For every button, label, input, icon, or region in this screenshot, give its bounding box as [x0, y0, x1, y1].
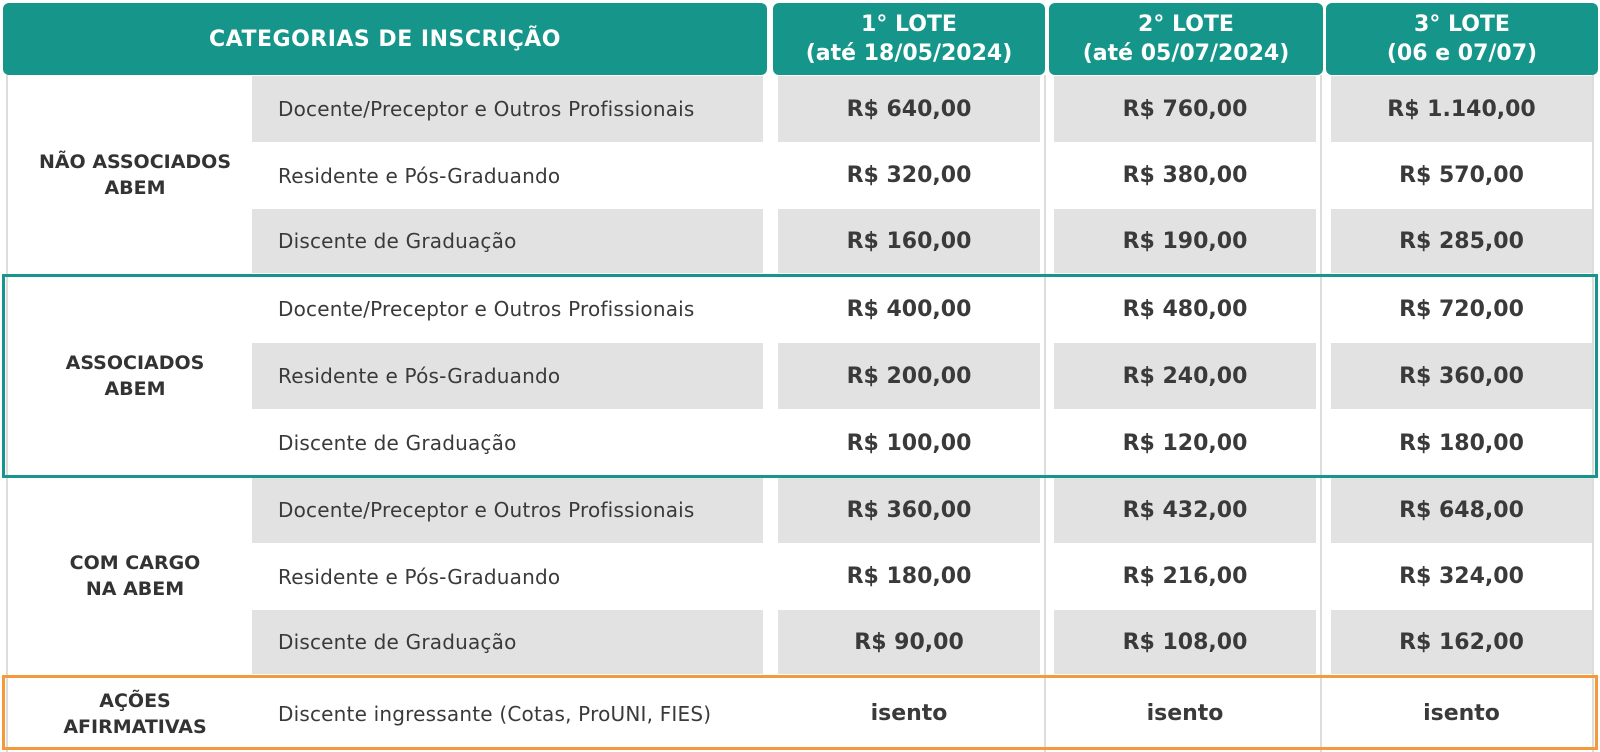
lot-3-date: (06 e 07/07) [1386, 41, 1538, 66]
price-cell-lot-1: isento [778, 677, 1040, 750]
group-label-line: ASSOCIADOS [65, 352, 205, 374]
group-label-line: COM CARGO [69, 552, 201, 574]
price-cell-lot-1: R$ 640,00 [778, 76, 1040, 142]
price-cell-lot-3: R$ 180,00 [1331, 410, 1592, 476]
group-label [6, 276, 264, 476]
row-category: Discente de Graduação [252, 610, 763, 674]
row-category: Docente/Preceptor e Outros Profissionais [252, 477, 763, 543]
group-label-line: ABEM [104, 378, 166, 400]
price-cell-lot-2: R$ 380,00 [1054, 143, 1316, 208]
group-label-line: NA ABEM [85, 578, 185, 600]
price-cell-lot-1: R$ 360,00 [778, 477, 1040, 543]
row-category: Docente/Preceptor e Outros Profissionais [252, 276, 763, 342]
price-cell-lot-2: R$ 216,00 [1054, 544, 1316, 609]
row-category: Discente de Graduação [252, 410, 763, 476]
price-cell-lot-1: R$ 320,00 [778, 143, 1040, 208]
lot-2-date: (até 05/07/2024) [1082, 41, 1290, 66]
price-cell-lot-1: R$ 180,00 [778, 544, 1040, 609]
price-cell-lot-3: R$ 324,00 [1331, 544, 1592, 609]
header-lot-1 [773, 3, 1045, 75]
lot-1-date: (até 18/05/2024) [805, 41, 1013, 66]
group-label [6, 477, 264, 675]
price-cell-lot-2: isento [1054, 677, 1316, 750]
row-category: Residente e Pós-Graduando [252, 143, 763, 208]
price-cell-lot-1: R$ 90,00 [778, 610, 1040, 674]
group-label-line: NÃO ASSOCIADOS [38, 151, 232, 173]
row-category: Docente/Preceptor e Outros Profissionais [252, 76, 763, 142]
price-cell-lot-3: R$ 360,00 [1331, 343, 1592, 409]
price-cell-lot-1: R$ 100,00 [778, 410, 1040, 476]
price-cell-lot-3: R$ 1.140,00 [1331, 76, 1592, 142]
price-cell-lot-2: R$ 480,00 [1054, 276, 1316, 342]
header-lot-2 [1049, 3, 1323, 75]
lot-2-title: 2° LOTE [1138, 12, 1234, 37]
price-cell-lot-2: R$ 190,00 [1054, 209, 1316, 273]
price-cell-lot-2: R$ 432,00 [1054, 477, 1316, 543]
price-cell-lot-3: R$ 162,00 [1331, 610, 1592, 674]
header-category-label: CATEGORIAS DE INSCRIÇÃO [209, 26, 561, 52]
price-cell-lot-3: R$ 720,00 [1331, 276, 1592, 342]
lot-3-title: 3° LOTE [1414, 12, 1510, 37]
lot-1-title: 1° LOTE [861, 12, 957, 37]
price-cell-lot-3: R$ 570,00 [1331, 143, 1592, 208]
price-cell-lot-1: R$ 200,00 [778, 343, 1040, 409]
group-label-line: AFIRMATIVAS [63, 715, 207, 738]
group-label-line: ABEM [104, 177, 166, 199]
price-cell-lot-1: R$ 160,00 [778, 209, 1040, 273]
price-cell-lot-2: R$ 760,00 [1054, 76, 1316, 142]
price-cell-lot-1: R$ 400,00 [778, 276, 1040, 342]
row-category: Discente de Graduação [252, 209, 763, 273]
price-cell-lot-2: R$ 108,00 [1054, 610, 1316, 674]
header-category [3, 3, 767, 75]
price-cell-lot-2: R$ 120,00 [1054, 410, 1316, 476]
row-category: Residente e Pós-Graduando [252, 544, 763, 609]
price-cell-lot-3: R$ 648,00 [1331, 477, 1592, 543]
row-category: Residente e Pós-Graduando [252, 343, 763, 409]
price-cell-lot-3: isento [1331, 677, 1592, 750]
group-label [6, 677, 264, 750]
group-label-line: AÇÕES [99, 689, 171, 712]
row-category: Discente ingressante (Cotas, ProUNI, FIES) [252, 677, 763, 750]
header-lot-3 [1326, 3, 1598, 75]
group-label [6, 76, 264, 274]
price-cell-lot-2: R$ 240,00 [1054, 343, 1316, 409]
price-cell-lot-3: R$ 285,00 [1331, 209, 1592, 273]
